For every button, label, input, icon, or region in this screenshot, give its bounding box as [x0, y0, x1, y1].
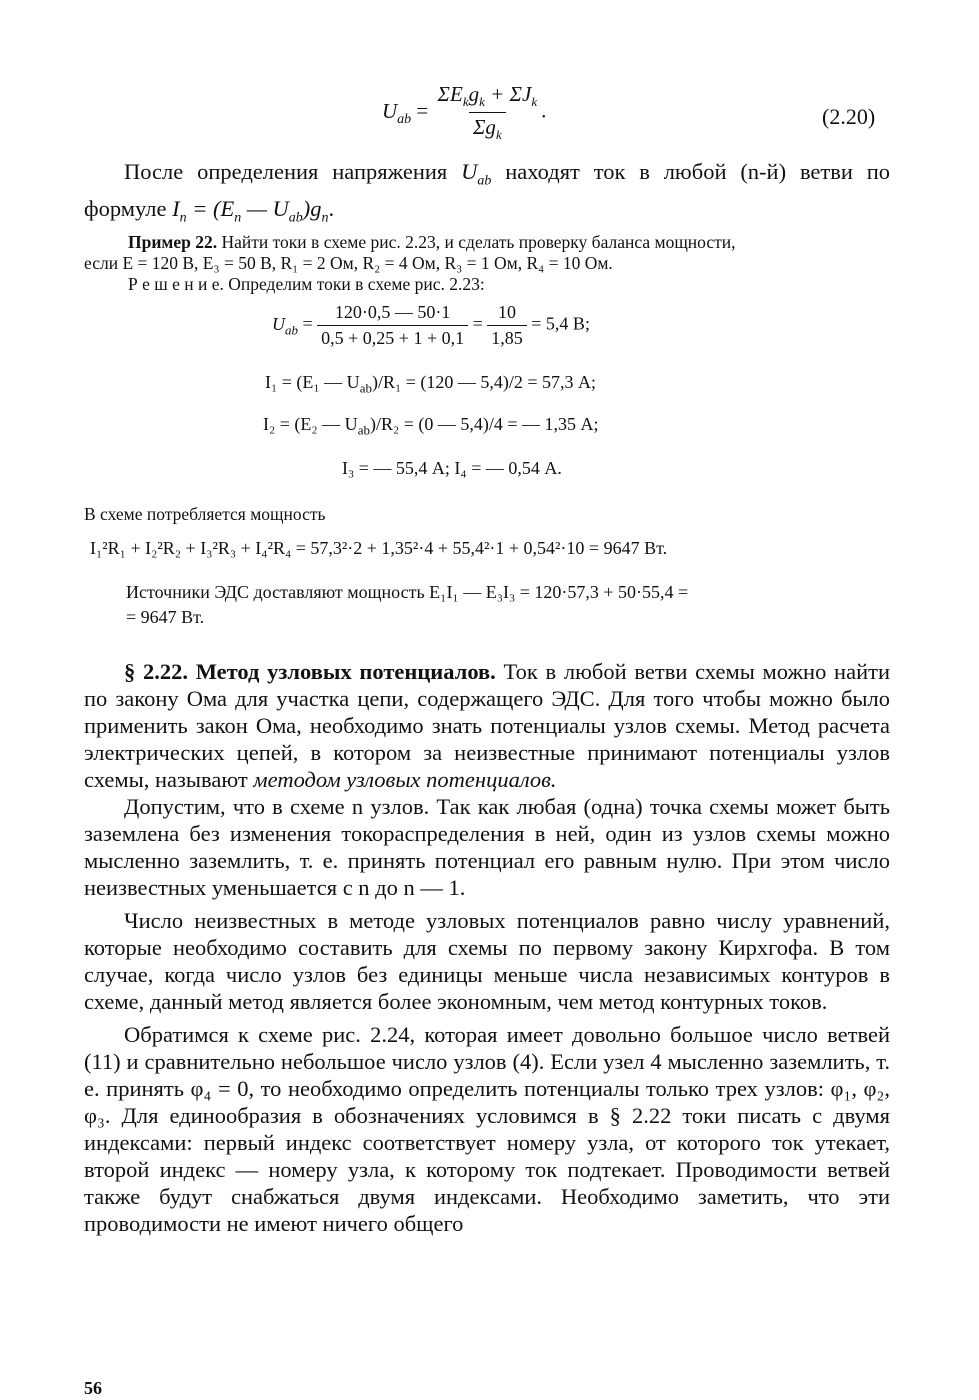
- page-number: 56: [84, 1378, 102, 1398]
- section-paragraph-2: Допустим, что в схеме n узлов. Так как любая (одна) точка схемы может быть заземлена без изменения токораспределения в ней, один из узлов схемы можно мысленно заземлить, т. е. принять потенциал его равным нулю. При этом число неизвестных уменьшается с n до n — 1.: [84, 794, 890, 900]
- current-i1: I₁ = (E₁ — $U_{ab})/R_1 = (120$ — 5,4)/2 = 57,3 А;: [265, 372, 597, 396]
- solution-word: Р е ш е н и е.: [128, 274, 224, 294]
- example-text-1: Найти токи в схеме рис. 2.23, и сделать проверку баланса мощности,: [221, 232, 736, 252]
- section-paragraph-4: Обратимся к схеме рис. 2.24, которая имеет довольно большое число ветвей (11) и сравнительно небольшое число узлов (4). Если узел 4 мысленно заземлить, т. е. принять φ₄ = 0, то необходимо определить потенциалы только трех узлов: φ₁, φ₂, φ₃. Для единообразия в обозначениях условимся в § 2.22 токи писать с двумя индексами: первый индекс соответствует номеру узла, от которого ток утекает, второй индекс — номеру узла, к которому ток подтекает. Проводимости ветвей также будут снабжаться двумя индексами. Необходимо заметить, что эти проводимости не имеют ничего общего: [84, 1022, 890, 1236]
- solution-text: Определим токи в схеме рис. 2.23:: [228, 274, 485, 294]
- power-consumed-equation: I₁²R₁ + I₂²R₂ + I₃²R₃ + I₄²R₄ = 57,3²·2 + 1,35²·4 + 55,4²·1 + 0,54²·10 = 9647 Вт.: [90, 538, 668, 558]
- power-sources-line-1: Источники ЭДС доставляют мощность E₁I₁ — E₃I₃ = 120·57,3 + 50·55,4 =: [126, 582, 689, 602]
- formula-2-20: $U_{ab}$ = $\frac{\Sigma E_kg_k + \Sigma J_k}{\Sigma g_k}$ .: [382, 82, 547, 143]
- power-consumed-label: В схеме потребляется мощность: [84, 504, 326, 524]
- section-paragraph-1: § 2.22. Метод узловых потенциалов. Ток в любой ветви схемы можно найти по закону Ома для участка цепи, содержащего ЭДС. Для того чтобы можно было применить закон Ома, необходимо знать потенциалы узлов схемы. Метод расчета электрических цепей, в котором за неизвестные принимают потенциалы узлов схемы, называют методом узловых потенциалов.: [84, 659, 890, 792]
- section-heading: § 2.22. Метод узловых потенциалов.: [124, 659, 496, 684]
- current-i2: I₂ = (E₂ — $U_{ab})/R_2 = (0$ — 5,4)/4 = — 1,35 А;: [263, 414, 599, 438]
- example-text-2: если E = 120 В, E₃ = 50 В, R₁ = 2 Ом, R₂ = 4 Ом, R₃ = 1 Ом, R₄ = 10 Ом.: [84, 253, 613, 273]
- paragraph-after-formula: После определения напряжения $U_{ab}$ находят ток в любой (n-й) ветви по формуле $I_n = (E_n$ — $U_{ab})g_n$.: [84, 159, 891, 225]
- current-i3-i4: I₃ = — 55,4 А; I₄ = — 0,54 А.: [342, 458, 562, 478]
- formula-lhs: $U_{ab}$: [382, 98, 412, 127]
- section-2-22: [84, 658, 890, 1237]
- power-sources-line-2: = 9647 Вт.: [126, 607, 205, 627]
- example-title: Пример 22.: [128, 232, 218, 252]
- formula-label: (2.20): [822, 104, 876, 129]
- uab-computation: $U_{ab}$ = $\frac{120\cdot 0,5 — 50\cdot 1}{0,5 + 0,25 + 1 + 0,1}$ = $\frac{10}{1,85}$ = 5,4 В;: [272, 302, 590, 348]
- section-paragraph-3: Число неизвестных в методе узловых потенциалов равно числу уравнений, которые необходимо составить для схемы по первому закону Кирхгофа. В том случае, когда число узлов без единицы меньше числа независимых контуров в схеме, данный метод является более экономным, чем метод контурных токов.: [84, 908, 890, 1014]
- example-22: [84, 232, 890, 295]
- formula-fraction: $\frac{\Sigma E_kg_k + \Sigma J_k}{\Sigma g_k}$: [437, 82, 538, 143]
